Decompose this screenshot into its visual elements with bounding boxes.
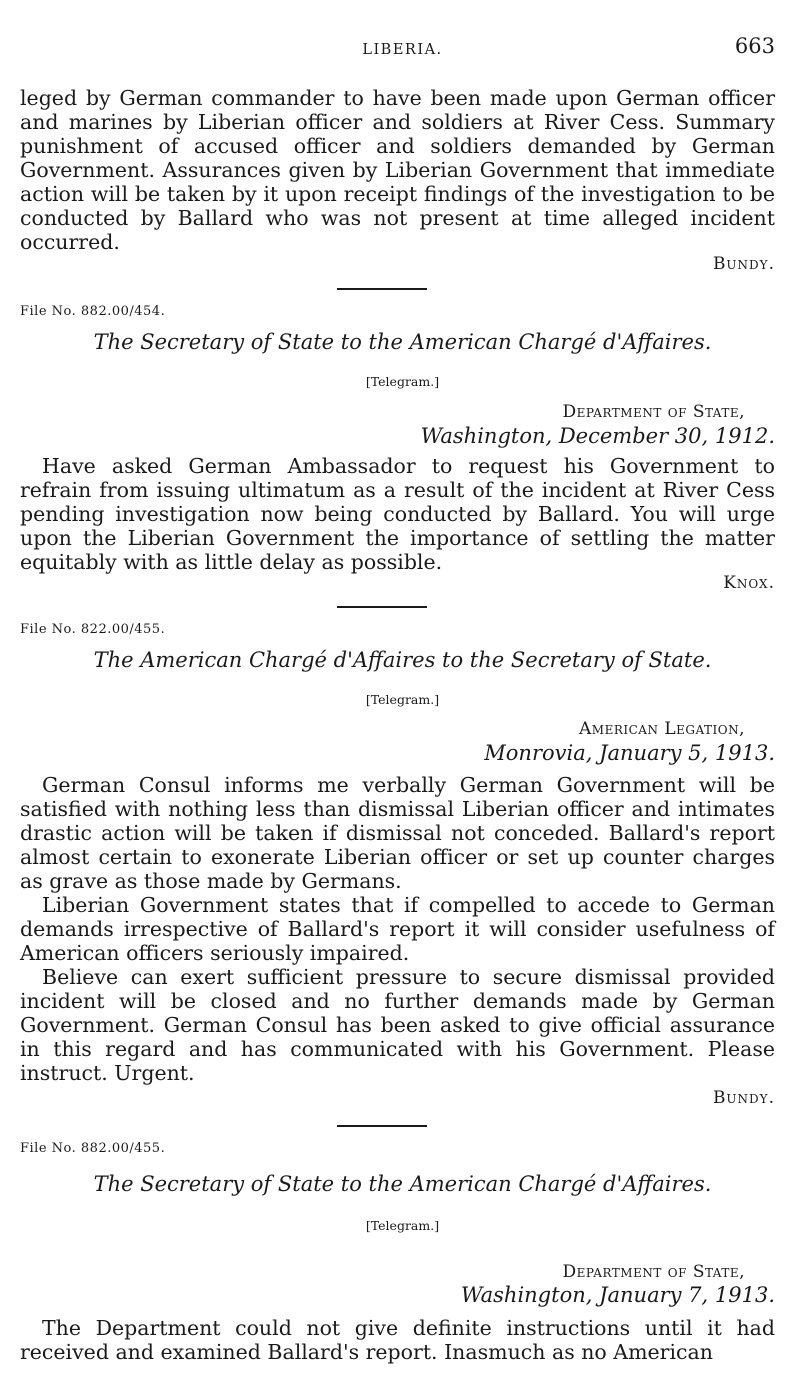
page-number: 663 [734,34,775,58]
file-number: File No. 882.00/454. [20,304,166,319]
document-type: [Telegram.] [365,1218,440,1233]
section3-body [20,773,775,1085]
file-number: File No. 882.00/455. [20,1141,166,1156]
document-type: [Telegram.] [365,692,440,707]
dateline-office: Department of State, [562,402,745,422]
paragraph: leged by German commander to have been made upon German officer and marines by Liberian officer and soldiers at River Cess. Summary punishment of accused officer and soldiers demanded by German Government. Assurances given by Liberian Government that immediate action will be taken by it upon receipt findings of the investigation to be conducted by Ballard who was not present at time alleged incident occurred. [20,86,775,254]
paragraph: German Consul informs me verbally German Government will be satisfied with nothing less than dismissal Liberian officer and intimates drastic action will be taken if dismissal not conceded. Ballard's report almost certain to exonerate Liberian officer or set up counter charges as grave as those made by Germans. [20,773,775,893]
document-title: The Secretary of State to the American Chargé d'Affaires. [93,1172,712,1196]
section4-body [20,1316,775,1364]
section2-body [20,454,775,574]
signature: Bundy. [712,254,775,274]
signature: Knox. [723,573,775,593]
signature: Bundy. [712,1088,775,1108]
section-divider [337,288,427,290]
dateline-office: American Legation, [579,719,745,739]
section-divider [337,1125,427,1127]
paragraph: Liberian Government states that if compelled to accede to German demands irrespective of Ballard's report it will consider usefulness of American officers seriously impaired. [20,893,775,965]
section1-body [20,86,775,254]
dateline-place-date: Washington, January 7, 1913. [460,1283,775,1307]
paragraph: Have asked German Ambassador to request his Government to refrain from issuing ultimatum as a result of the incident at River Cess pending investigation now being conducted by Ballard. You will urge upon the Liberian Government the importance of settling the matter equitably with as little delay as possible. [20,454,775,574]
dateline-place-date: Washington, December 30, 1912. [420,424,775,448]
running-title: LIBERIA. [362,42,443,58]
dateline-place-date: Monrovia, January 5, 1913. [484,741,775,765]
dateline-office: Department of State, [562,1262,745,1282]
document-type: [Telegram.] [365,374,440,389]
document-title: The American Chargé d'Affaires to the Secretary of State. [93,648,712,672]
file-number: File No. 822.00/455. [20,622,166,637]
section-divider [337,606,427,608]
paragraph: Believe can exert sufficient pressure to secure dismissal provided incident will be closed and no further demands made by German Government. German Consul has been asked to give official assurance in this regard and has communicated with his Government. Please instruct. Urgent. [20,965,775,1085]
paragraph: The Department could not give definite instructions until it had received and examined Ballard's report. Inasmuch as no American [20,1316,775,1364]
running-head [0,34,805,64]
document-title: The Secretary of State to the American Chargé d'Affaires. [93,330,712,354]
